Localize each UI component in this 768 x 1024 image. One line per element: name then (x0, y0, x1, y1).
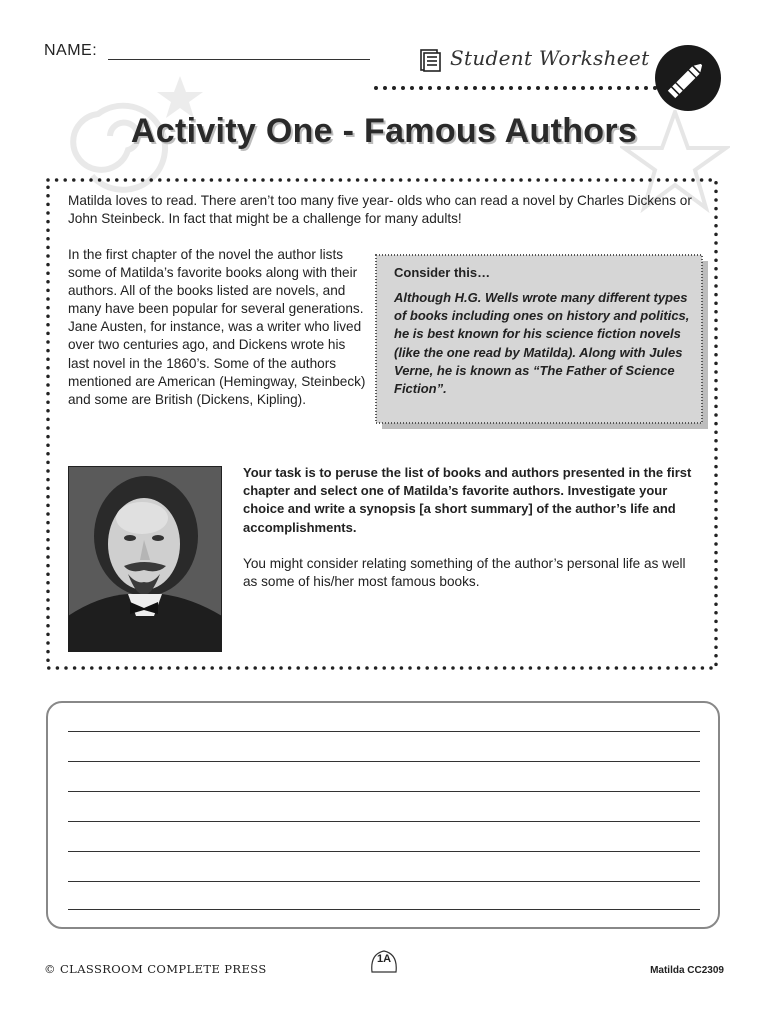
portrait-image (68, 466, 222, 652)
pencil-icon (654, 44, 722, 112)
worksheet-icon (418, 48, 442, 72)
writing-line[interactable] (68, 821, 700, 822)
writing-line[interactable] (68, 851, 700, 852)
header-dotted-divider (372, 84, 662, 92)
task-instructions: Your task is to peruse the list of books and authors presented in the first chapter and select one of Matilda’s favorite authors. Investigate your choice and write a synopsis [a short summary] of the author’s life and accomplishments. (243, 465, 692, 535)
writing-line[interactable] (68, 731, 700, 732)
worksheet-label: Student Worksheet (450, 46, 650, 70)
page-number: 1A (376, 953, 392, 965)
intro-paragraph: Matilda loves to read. There aren’t too many five year- olds who can read a novel by Charles Dickens or John Steinbeck. In fact that might be a challenge for many adults! (68, 193, 692, 226)
page-title: Activity One - Famous Authors (130, 112, 638, 150)
name-label: NAME: (44, 42, 98, 59)
book-code: Matilda CC2309 (650, 965, 724, 976)
publisher-credit: © CLASSROOM COMPLETE PRESS (44, 962, 267, 976)
writing-line[interactable] (68, 881, 700, 882)
consider-heading: Consider this… (394, 265, 491, 280)
writing-area[interactable] (46, 701, 720, 929)
task-suggestion: You might consider relating something of the author’s personal life as well as some of his/her most famous books. (243, 556, 686, 590)
name-input-line[interactable] (108, 59, 370, 60)
writing-line[interactable] (68, 791, 700, 792)
writing-line[interactable] (68, 909, 700, 910)
consider-this-box (374, 251, 710, 431)
chapter-paragraph: In the first chapter of the novel the author lists some of Matilda’s favorite books along with their authors. All of the books listed are novels, and many have been popular for several generations. Jane Austen, for instance, was a writer who lived over two centuries ago, and Dickens wrote his last novel in the 1860’s. Some of the authors mentioned are American (Hemingway, Steinbeck) and some are British (Dickens, Kipling). (68, 247, 366, 407)
content-box (45, 177, 719, 671)
writing-line[interactable] (68, 761, 700, 762)
consider-text: Although H.G. Wells wrote many different types of books including ones on history and politics, he is best known for his science fiction novels (like the one read by Matilda). Along with Jules Verne, he is known as “The Father of Science Fiction”. (394, 290, 690, 397)
